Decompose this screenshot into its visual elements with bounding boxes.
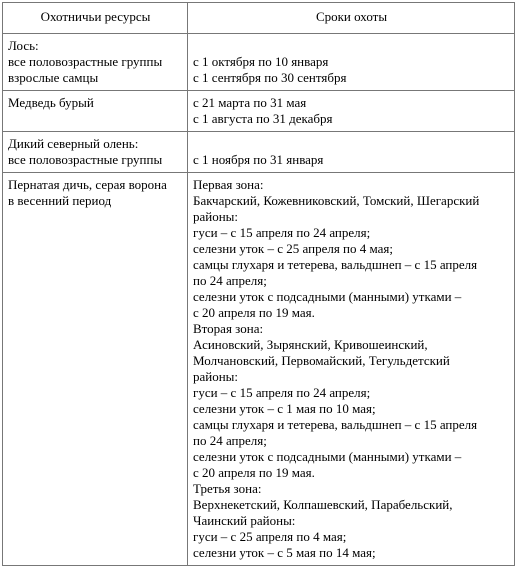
- terms-line: селезни уток – с 5 мая по 14 мая;: [193, 545, 376, 560]
- terms-cell: [188, 173, 515, 566]
- terms-line: с 1 ноября по 31 января: [193, 152, 324, 167]
- resource-line: Лось:: [8, 38, 39, 53]
- resource-cell: [3, 173, 188, 566]
- terms-line: селезни уток с подсадными (манными) утками –: [193, 449, 462, 464]
- terms-line: селезни уток с подсадными (манными) утками –: [193, 289, 462, 304]
- terms-line: районы:: [193, 209, 239, 224]
- resource-line: Медведь бурый: [8, 95, 94, 110]
- terms-line: селезни уток – с 1 мая по 10 мая;: [193, 401, 376, 416]
- terms-line: по 24 апреля;: [193, 433, 267, 448]
- resource-line: в весенний период: [8, 193, 112, 208]
- terms-line: самцы глухаря и тетерева, вальдшнеп – с 15 апреля: [193, 257, 478, 272]
- terms-line: с 1 августа по 31 декабря: [193, 111, 333, 126]
- terms-cell: [188, 91, 515, 132]
- terms-line: с 20 апреля по 19 мая.: [193, 465, 315, 480]
- terms-line: Третья зона:: [193, 481, 262, 496]
- resource-line: все половозрастные группы: [8, 152, 163, 167]
- header-row: [3, 3, 515, 34]
- terms-line: с 1 октября по 10 января: [193, 54, 329, 69]
- hunting-seasons-table: [2, 2, 515, 566]
- terms-cell: [188, 132, 515, 173]
- terms-line: с 20 апреля по 19 мая.: [193, 305, 315, 320]
- table-row: [3, 91, 515, 132]
- terms-line: Первая зона:: [193, 177, 264, 192]
- resource-line: Дикий северный олень:: [8, 136, 139, 151]
- terms-line: Бакчарский, Кожевниковский, Томский, Шегарский: [193, 193, 480, 208]
- terms-line: [193, 136, 510, 152]
- terms-line: с 1 сентября по 30 сентября: [193, 70, 347, 85]
- terms-line: [193, 38, 510, 54]
- terms-line: по 24 апреля;: [193, 273, 267, 288]
- terms-line: Чаинский районы:: [193, 513, 296, 528]
- table-row: [3, 34, 515, 91]
- terms-line: районы:: [193, 369, 239, 384]
- terms-line: Верхнекетский, Колпашевский, Парабельский,: [193, 497, 453, 512]
- terms-line: Молчановский, Первомайский, Тегульдетский: [193, 353, 450, 368]
- terms-line: гуси – с 15 апреля по 24 апреля;: [193, 385, 371, 400]
- resource-line: все половозрастные группы: [8, 54, 163, 69]
- terms-line: Асиновский, Зырянский, Кривошеинский,: [193, 337, 428, 352]
- terms-line: самцы глухаря и тетерева, вальдшнеп – с 15 апреля: [193, 417, 478, 432]
- terms-line: селезни уток – с 25 апреля по 4 мая;: [193, 241, 394, 256]
- header-resources: Охотничьи ресурсы: [3, 3, 188, 34]
- terms-line: гуси – с 25 апреля по 4 мая;: [193, 529, 347, 544]
- table-row: [3, 173, 515, 566]
- resource-line: взрослые самцы: [8, 70, 99, 85]
- terms-line: гуси – с 15 апреля по 24 апреля;: [193, 225, 371, 240]
- terms-line: Вторая зона:: [193, 321, 264, 336]
- table-row: [3, 132, 515, 173]
- resource-line: Пернатая дичь, серая ворона: [8, 177, 167, 192]
- resource-cell: [3, 91, 188, 132]
- terms-cell: [188, 34, 515, 91]
- resource-cell: [3, 132, 188, 173]
- terms-line: с 21 марта по 31 мая: [193, 95, 307, 110]
- header-terms: Сроки охоты: [188, 3, 515, 34]
- resource-cell: [3, 34, 188, 91]
